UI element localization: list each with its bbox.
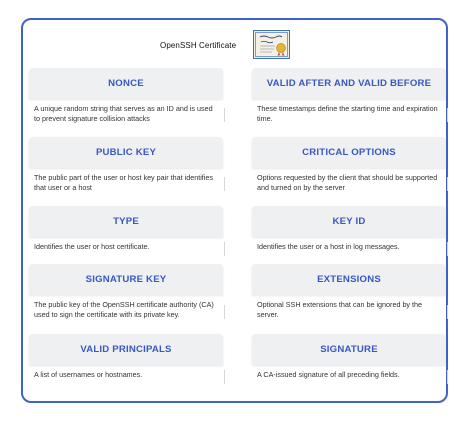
card-description: These timestamps define the starting time and expiration time. (257, 104, 438, 123)
card-title: SIGNATURE KEY (29, 264, 223, 295)
card-title: KEY ID (252, 206, 446, 237)
divider-tick (224, 177, 225, 191)
card-extensions (252, 264, 446, 319)
card-critical-options (252, 137, 446, 192)
divider-tick (224, 242, 225, 256)
card-title: VALID AFTER AND VALID BEFORE (252, 68, 446, 99)
card-description: Optional SSH extensions that can be ignored by the server. (257, 300, 423, 319)
divider-tick (447, 370, 448, 384)
card-signature-key (29, 264, 223, 319)
card-valid-after-and-valid-before (252, 68, 446, 123)
divider-tick (447, 242, 448, 256)
certificate-icon (253, 30, 290, 59)
card-title: VALID PRINCIPALS (29, 334, 223, 365)
divider-tick (447, 305, 448, 319)
card-title: CRITICAL OPTIONS (252, 137, 446, 168)
card-signature (252, 334, 446, 380)
card-key-id (252, 206, 446, 252)
card-title: SIGNATURE (252, 334, 446, 365)
card-type (29, 206, 223, 252)
card-description: Identifies the user or a host in log messages. (257, 242, 400, 251)
card-title: PUBLIC KEY (29, 137, 223, 168)
divider-tick (447, 177, 448, 191)
card-description: The public part of the user or host key pair that identifies that user or a host (34, 173, 213, 192)
card-description: The public key of the OpenSSH certificate authority (CA) used to sign the certificate with its private key. (34, 300, 214, 319)
divider-tick (224, 370, 225, 384)
card-valid-principals (29, 334, 223, 380)
card-description: Options requested by the client that should be supported and turned on by the server (257, 173, 438, 192)
card-description: A CA-issued signature of all preceding fields. (257, 370, 400, 379)
card-description: Identifies the user or host certificate. (34, 242, 150, 251)
divider-tick (447, 108, 448, 122)
card-description: A list of usernames or hostnames. (34, 370, 143, 379)
card-description: A unique random string that serves as an ID and is used to prevent signature collision attacks (34, 104, 213, 123)
card-title: TYPE (29, 206, 223, 237)
diagram-frame (21, 18, 448, 403)
card-title: EXTENSIONS (252, 264, 446, 295)
divider-tick (224, 305, 225, 319)
divider-tick (224, 108, 225, 122)
card-title: NONCE (29, 68, 223, 99)
card-public-key (29, 137, 223, 192)
diagram-title: OpenSSH Certificate (160, 41, 237, 50)
card-nonce (29, 68, 223, 123)
